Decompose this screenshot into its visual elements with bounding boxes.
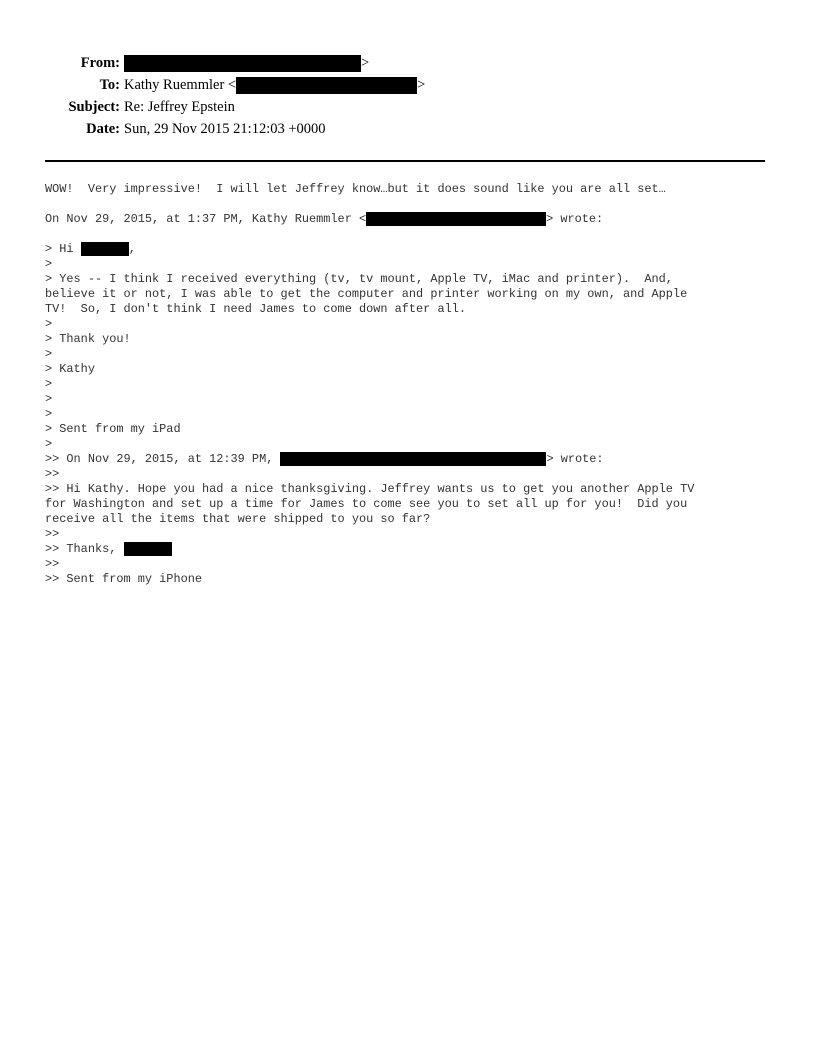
date-value: Sun, 29 Nov 2015 21:12:03 +0000 <box>124 121 326 137</box>
to-value <box>124 74 425 96</box>
signoff: >> Thanks, <box>45 542 124 557</box>
subject-label: Subject: <box>68 99 120 115</box>
quote-attribution-end: > wrote: <box>546 452 604 467</box>
from-value <box>124 52 369 74</box>
body-line <box>45 452 775 467</box>
body-line: > Yes -- I think I received everything (tv, tv mount, Apple TV, iMac and printer). And, <box>45 272 673 286</box>
email-body <box>45 182 775 587</box>
redaction-block <box>236 77 417 94</box>
date-row <box>0 118 700 140</box>
body-line: > <box>45 377 53 391</box>
body-line: >> <box>45 467 60 481</box>
body-line: believe it or not, I was able to get the computer and printer working on my own, and Apple <box>45 287 688 301</box>
to-name: Kathy Ruemmler < <box>124 77 237 93</box>
to-row <box>0 74 700 96</box>
quote-attribution: On Nov 29, 2015, at 1:37 PM, Kathy Ruemmler < <box>45 212 367 227</box>
greeting: > Hi <box>45 242 81 257</box>
redaction-block <box>280 452 546 466</box>
quote-attribution-end: > wrote: <box>546 212 604 227</box>
quote-attribution: >> On Nov 29, 2015, at 12:39 PM, <box>45 452 281 467</box>
body-line <box>45 242 775 257</box>
body-line: receive all the items that were shipped to you so far? <box>45 512 431 526</box>
body-line: WOW! Very impressive! I will let Jeffrey know…but it does sound like you are all set… <box>45 182 666 196</box>
from-suffix: > <box>361 55 370 71</box>
body-line: > <box>45 347 53 361</box>
body-line: >> Hi Kathy. Hope you had a nice thanksgiving. Jeffrey wants us to get you another Apple TV <box>45 482 695 496</box>
body-line: > <box>45 407 53 421</box>
body-line: > Thank you! <box>45 332 131 346</box>
redaction-block <box>124 55 361 72</box>
redaction-block <box>124 542 172 556</box>
body-line: > <box>45 392 53 406</box>
body-line: for Washington and set up a time for James to come see you to set all up for you! Did you <box>45 497 688 511</box>
from-row <box>0 52 700 74</box>
greeting-comma: , <box>128 242 136 257</box>
subject-value: Re: Jeffrey Epstein <box>124 99 235 115</box>
body-line: >> Sent from my iPhone <box>45 572 202 586</box>
body-line: >> <box>45 557 60 571</box>
body-line: > Kathy <box>45 362 95 376</box>
body-line: > <box>45 317 53 331</box>
from-label: From: <box>80 55 120 71</box>
header-divider <box>45 160 765 162</box>
body-line <box>45 542 775 557</box>
body-line <box>45 212 775 227</box>
to-suffix: > <box>417 77 426 93</box>
body-line: TV! So, I don't think I need James to come down after all. <box>45 302 466 316</box>
body-line: > <box>45 257 53 271</box>
subject-row <box>0 96 700 118</box>
to-label: To: <box>99 77 120 93</box>
body-line: > Sent from my iPad <box>45 422 181 436</box>
body-line: > <box>45 437 53 451</box>
body-line: >> <box>45 527 60 541</box>
date-label: Date: <box>86 121 120 137</box>
redaction-block <box>366 212 546 226</box>
redaction-block <box>81 242 129 256</box>
